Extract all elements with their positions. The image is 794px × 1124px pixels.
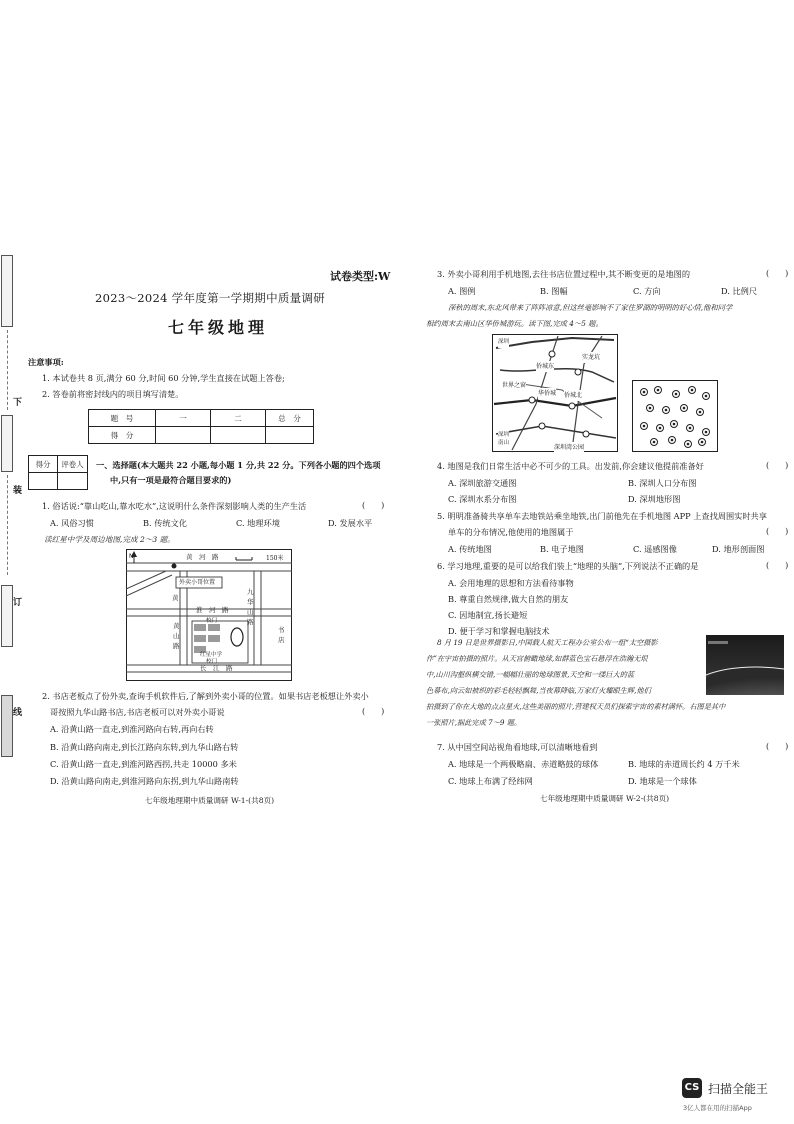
intro-7-9: 色幕布,向云如被织的彩毛轻轻飘舞,当夜幕降临,万家灯火耀眼生辉,他们 xyxy=(426,686,651,695)
section1-heading-cont: 中,只有一项是最符合题目要求的) xyxy=(110,475,232,485)
option[interactable]: A. 沿黄山路一直走,到淮河路向右转,再向右转 xyxy=(50,724,214,734)
camscanner-logo-icon: CS xyxy=(682,1078,702,1098)
grader-score-cell[interactable] xyxy=(29,473,58,490)
score-cell[interactable] xyxy=(211,427,266,444)
question-1-stem: 1. 俗话说:“靠山吃山,靠水吃水”,这说明什么条件深刻影响人类的生产生活 xyxy=(42,501,307,511)
note-item: 2. 答卷前将密封线内的项目填写清楚。 xyxy=(42,389,184,399)
section1-heading: 一、选择题(本大题共 22 小题,每小题 1 分,共 22 分。下列各小题的四个选项 xyxy=(96,460,381,470)
answer-paren[interactable]: ( ) xyxy=(766,461,789,470)
subway-label: 实龙坑 xyxy=(582,354,601,361)
intro-7-9: 拍摄到了你在大地的点点星火,这些美丽的照片,营建权天员们探索宇宙的素材满怀。右图是其中 xyxy=(426,702,726,711)
map-label-jiuhuashan-road: 九华山路 xyxy=(247,588,254,626)
option[interactable]: B. 传统文化 xyxy=(143,518,187,528)
option[interactable]: B. 深圳人口分布图 xyxy=(628,478,697,488)
intro-7-9: 一张照片,据此完成 7～9 题。 xyxy=(426,718,522,727)
margin-char: 装 xyxy=(13,486,23,496)
score-table-header: 题 号 xyxy=(89,410,156,427)
score-row-label: 得 分 xyxy=(89,427,156,444)
answer-paren[interactable]: ( ) xyxy=(766,269,789,278)
subject-title: 七年级地理 xyxy=(168,318,269,337)
map-label-takeout: 外卖小哥位置 xyxy=(179,579,216,586)
option[interactable]: C. 因地制宜,扬长避短 xyxy=(448,610,528,620)
score-cell[interactable] xyxy=(156,427,211,444)
option[interactable]: A. 深圳旅游交通图 xyxy=(448,478,517,488)
option[interactable]: A. 地球是一个两极略扁、赤道略鼓的球体 xyxy=(448,759,599,769)
question-2-stem-cont: 哥按照九华山路书店,书店老板可以对外卖小哥说 xyxy=(50,707,225,717)
option[interactable]: B. 沿黄山路向南走,到长江路向东转,到九华山路右转 xyxy=(50,742,239,752)
grader-table xyxy=(28,455,88,490)
note-item: 1. 本试卷共 8 页,满分 60 分,时间 60 分钟,学生直接在试题上答卷; xyxy=(42,373,285,383)
option[interactable]: D. 地球是一个球体 xyxy=(628,776,697,786)
option[interactable]: B. 尊重自然规律,做大自然的朋友 xyxy=(448,594,569,604)
margin-box xyxy=(1,415,13,472)
subway-label: 深圳湾公园 xyxy=(554,444,585,451)
grader-name-label: 评卷人 xyxy=(58,456,88,473)
answer-paren[interactable]: ( ) xyxy=(766,742,789,751)
answer-paren[interactable]: ( ) xyxy=(766,561,789,570)
qr-code xyxy=(1,695,13,757)
bike-share-map xyxy=(632,380,718,452)
option[interactable]: D. 发展水平 xyxy=(328,518,373,528)
north-arrow-label: N xyxy=(129,553,134,560)
subway-label: 世界之窗 xyxy=(502,382,527,389)
map-label-huaihe-road: 淮 河 路 xyxy=(196,606,229,614)
binding-margin xyxy=(0,255,30,815)
map-label-changjiang-road: 长 江 路 xyxy=(200,664,233,672)
question-5-stem-cont: 单车的分布情况,他使用的地图属于 xyxy=(448,527,574,537)
option[interactable]: C. 遥感图像 xyxy=(633,544,677,554)
score-table xyxy=(88,409,314,444)
page-footer: 七年级地理期中质量调研 W-2-(共8页) xyxy=(540,794,670,803)
map-label-gate-bottom: 校门 xyxy=(206,659,218,665)
margin-box xyxy=(1,255,13,327)
option[interactable]: C. 深圳水系分布图 xyxy=(448,494,517,504)
option[interactable]: A. 传统地图 xyxy=(448,544,492,554)
map-label-school: 红星中学 xyxy=(200,652,223,658)
margin-char: 订 xyxy=(13,598,23,608)
question-7-stem: 7. 从中国空间站视角看地球,可以清晰地看到 xyxy=(437,742,598,752)
option[interactable]: D. 沿黄山路向南走,到淮河路向东拐,到九华山路南转 xyxy=(50,776,239,786)
page-footer: 七年级地理期中质量调研 W-1-(共8页) xyxy=(145,796,275,805)
margin-box xyxy=(1,585,13,647)
school-map xyxy=(126,549,292,681)
intro-7-9: 作”在宇宙拍摄的照片。从天宫俯瞰地球,如群蓝色宝石悬浮在浩瀚无垠 xyxy=(426,654,648,663)
earth-photo-drawing xyxy=(706,635,784,695)
option[interactable]: D. 便于学习和掌握电脑技术 xyxy=(448,626,550,636)
answer-paren[interactable]: ( ) xyxy=(766,527,789,536)
option[interactable]: C. 方向 xyxy=(633,286,661,296)
intro-4-5-cont: 相约周末去南山区华侨城游玩。读下图,完成 4～5 题。 xyxy=(426,319,603,328)
map-label-huanghe-road: 黄 河 路 xyxy=(186,553,219,561)
score-table-header: 总 分 xyxy=(266,410,314,427)
earth-photo xyxy=(706,635,784,695)
intro-2-3: 读红星中学及周边地图,完成 2～3 题。 xyxy=(44,535,175,544)
bike-map-drawing xyxy=(632,380,718,452)
question-2-stem: 2. 书店老板点了份外卖,查询手机软件后,了解到外卖小哥的位置。如果书店老板想让外卖小 xyxy=(42,691,369,701)
option[interactable]: B. 电子地图 xyxy=(540,544,584,554)
subway-label: 侨城东 xyxy=(536,363,555,370)
option[interactable]: C. 地球上布满了经纬网 xyxy=(448,776,533,786)
camscanner-tagline: 3亿人都在用的扫描App xyxy=(683,1104,752,1112)
option[interactable]: C. 地理环境 xyxy=(236,518,280,528)
exam-type-label: 试卷类型:W xyxy=(330,270,391,283)
intro-7-9: 8 月 19 日是世界摄影日,中国载人航天工程办公室公布一组“太空摄影 xyxy=(437,638,658,647)
option[interactable]: A. 图例 xyxy=(448,286,476,296)
grader-name-cell[interactable] xyxy=(58,473,88,490)
map-label-bookstore: 书店 xyxy=(278,626,285,644)
subway-label: 侨城北 xyxy=(564,392,583,399)
question-4-stem: 4. 地图是我们日常生活中必不可少的工具。出发前,你会建议他提前准备好 xyxy=(437,461,704,471)
map-label-gate-top: 校门 xyxy=(206,618,218,624)
intro-4-5: 深秋的周末,东北风带来了阵阵凉意,但这丝毫影响不了家住罗湖的明明的好心情,他和同学 xyxy=(448,303,733,312)
score-cell[interactable] xyxy=(266,427,314,444)
option[interactable]: D. 深圳地形图 xyxy=(628,494,681,504)
option[interactable]: A. 会用地理的思想和方法看待事物 xyxy=(448,578,574,588)
grader-score-label: 得分 xyxy=(29,456,58,473)
question-3-stem: 3. 外卖小哥利用手机地图,去往书店位置过程中,其不断变更的是地图的 xyxy=(437,269,691,279)
margin-char: 线 xyxy=(13,708,23,718)
option[interactable]: D. 地形剖面图 xyxy=(712,544,765,554)
score-table-header: 二 xyxy=(211,410,266,427)
map-label-huang: 黄 xyxy=(172,594,179,602)
option[interactable]: A. 风俗习惯 xyxy=(50,518,94,528)
map-label-huangshan-road: 黄山路 xyxy=(173,622,180,650)
subway-label: 南山 xyxy=(498,438,509,449)
term-title: 2023～2024 学年度第一学期期中质量调研 xyxy=(95,291,326,305)
answer-paren[interactable]: ( ) xyxy=(362,501,385,510)
question-5-stem: 5. 明明准备骑共享单车去地铁站乘坐地铁,出门前他先在手机地图 APP 上查找周围实时共享 xyxy=(437,511,767,521)
seal-line xyxy=(7,330,8,410)
option[interactable]: B. 图幅 xyxy=(540,286,568,296)
score-table-header: 一 xyxy=(156,410,211,427)
notes-label: 注意事项: xyxy=(28,357,64,367)
option[interactable]: C. 沿黄山路一直走,到淮河路西拐,共走 10000 多米 xyxy=(50,759,237,769)
answer-paren[interactable]: ( ) xyxy=(362,707,385,716)
intro-7-9: 中,山川沟壑纵横交错,一幅幅壮丽的地球图景,天空和一缕巨大的蓝 xyxy=(426,670,635,679)
camscanner-name: 扫描全能王 xyxy=(708,1082,769,1096)
option[interactable]: B. 地球的赤道周长约 4 万千米 xyxy=(628,759,740,769)
subway-label: 深圳 xyxy=(498,337,509,348)
option[interactable]: D. 比例尺 xyxy=(721,286,758,296)
map-scale-label: 150米 xyxy=(266,555,284,562)
subway-label: 华侨城 xyxy=(538,390,557,397)
shenzhen-subway-map xyxy=(492,334,618,452)
subway-label: 深圳 xyxy=(498,430,509,441)
question-6-stem: 6. 学习地理,重要的是可以给我们装上“地理的头脑”,下列说法不正确的是 xyxy=(437,561,699,571)
seal-line xyxy=(7,475,8,575)
margin-char: 下 xyxy=(13,398,23,408)
